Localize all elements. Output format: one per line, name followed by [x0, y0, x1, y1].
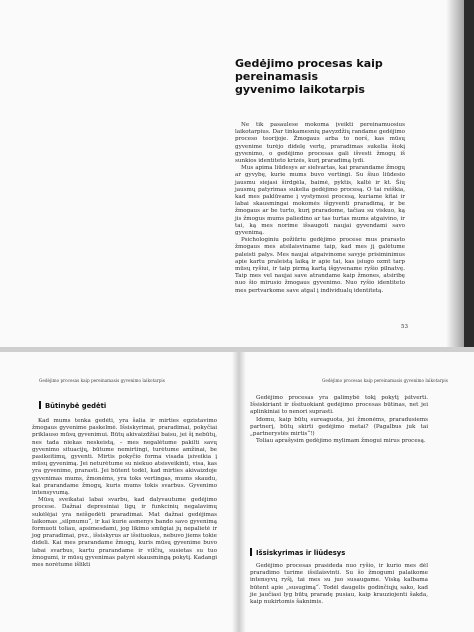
paragraph: Mūsų sveikatai labai svarbu, kad dalyvautume gedėjimo procese. Dažnai depresiniai ligų ir funkcinių negalavimų sukėlėjai yra neišgedėti praradimai. Mat dažnai gedėjimas laikomas „silpnumu“, ir kai kurie asmenys bando savo gyvenimą formuoti toliau, apsimesdami, jog likimo smūgiai jų nepalietė ir jog praradimai, pvz., išsiskyrus ar išsituokus, nebuvo jiems tokie dideli. Kai mes prarandame žmogų, kuris mūsų gyvenime buvo labai svarbus, kartu prarandame ir vilčių, susietas su tuo žmogumi, ir mūsų gyvenimas patyrė skausmingą pokytį. Kadangi mes norėtume išlikti	[32, 497, 217, 569]
paragraph: Mus apima liūdesys ar sielvartas, kai prarandame žmogų ar gyvybę, kurie mums buvo vertingi. Su šiuo liūdesio jausmu siejasi širdgėla, baimė, pyktis, kaltė ir kt. Šių jausmų patyrimas sukelia gedėjimo procesą. O tai reiškia, kad mes paklūvame į vystymosi procesą, kuriame kitai ir labai skausmingai mokomės išgyventi praradimą, ir be žmogaus ar be turto, kurį praradome, tačiau su viskuo, ką jis žmogus mums paliedino ar tas turtas mums atgaivino, ir tai, ką mes norime išsaugoti naujai gyvendami savo gyvenimą.	[235, 165, 405, 237]
left-page-body	[32, 418, 217, 569]
section-heading-right	[250, 548, 345, 557]
chapter-title-line-1: Gedėjimo procesas kaip pereinamasis	[235, 57, 383, 83]
spine-gutter	[232, 352, 246, 632]
paragraph: Idomu, kaip būtų sureaguota, jei žmonėms, praradusiems partnerį, būtų skirti gedėjimo metai? (Pagalbus juk tai „partnerystės mirtis“!)	[250, 416, 428, 438]
paragraph: Kad mums tenka gedėti, yra šalia ir mirties egzistavimo žmogaus gyvenime paskelmė. Išsiskyrimai, praradimai, pokyčiai priklauso mūsų gyvenimui. Būtų akivaizdžiai baisu, jei šį nebūtų, nes tada niekas neskeistą, – mes negalėtume pakilti savų gyvenimo situacijų, būtume nemirtingi, turėtume amžinai, be pasikeitimų, gyventi. Mirtis pokyčio forma visada įsiveikia į mūsų gyvenimą. Jei neturėtume su niekuo atsisveikinti, visa, kas yra gyvenime, prarasti. Jei būtent todėl, kad mirties akivaizdoje gyvenimas mums, žmonėms, yra toks vertingas, mums skaudu, kai prarandame žmogų, kuris mums tokis svarbus. Gyvenimo intensyvumą.	[32, 418, 217, 497]
top-page-body	[235, 122, 405, 295]
section-heading-text: Išsiskyrimas ir liūdesys	[256, 549, 346, 557]
running-head-left: Gedėjimo procesas kaip pereinamasis gyvenimo laikotarpis	[39, 378, 165, 383]
paragraph: Gedėjimo procesas prasideda nuo ryšio, ir kurio mes dėl praradimo turime išsilaisvinti. Su šo žmogumi palaikome intensyvų ryšį, tai mes su juo susaugame. Viską kalbama būtent apie „susugimą“. Todėl daugelis godinčiųjų sako, kad jie jaučiasi lyg būtų praradę pusiau, kaip krauziojenti šakda, kaip nukirtomis šaknimis.	[250, 563, 428, 606]
section-heading-text: Būtinybė gedėti	[45, 402, 107, 410]
chapter-title-line-2: gyvenimo laikotarpis	[235, 83, 365, 96]
chapter-title	[235, 57, 445, 96]
paragraph: Psichologiniu požiūriu gedėjimo procese mus prarasto žmogaus mes atsilaisviname taip, kad mes jį galėtume paleisti palys. Mes naujai atgaivinome savyje prisiminimus apie kartu praleistą laiką ir apie tai, kas įsiugo ozmt tarp mūsų ryšiui, ir taip pirmą kartą išgyvename ryšio pilnatvę. Taip mes vel naujai save atrandame kaip žmones, atsiribę nuo šio mirusio žmogaus gyvenimo. Nuo ryšio identiteto mes pertvarkome save atgal į individualų identitetą.	[235, 237, 405, 294]
section-marker	[250, 548, 252, 556]
paragraph: Gedėjimo procesas yra galimybė tokį pokytį įsitverti. Išsiskiriant ir išsituokiant gedėjimo procesas būtinas, net jei aplinkiniai to nenori suprasti.	[250, 395, 428, 416]
paragraph: Ne tik pasaulese mokoma įveikti pereinamuosius laikotarpius. Dar tinkamesnių pavyzdžių randame gedėjimo proceso teorijoje. Žmogaus arba to norś, kas mūsų gyvenime turėjo didelę vertę, praradimas sukelia šiokį gyvenimo, o gedėjimo procesas gali išvesti žmogų iš sunkios identiteto krizės, kurį praradimą lydi.	[235, 122, 405, 165]
running-head-right: Gedėjimo procesas kaip pereinamasis gyvenimo laikotarpis	[322, 378, 448, 383]
section-heading-left	[39, 401, 106, 410]
section-marker	[39, 401, 41, 409]
page-number: 53	[401, 324, 408, 330]
binding-edge	[464, 0, 474, 347]
right-page-body-top	[250, 395, 428, 445]
right-page-body-bottom	[250, 563, 428, 606]
paragraph: Toliau aprašysim gedėjimo mylimam žmogui mirus procesą.	[256, 438, 426, 445]
